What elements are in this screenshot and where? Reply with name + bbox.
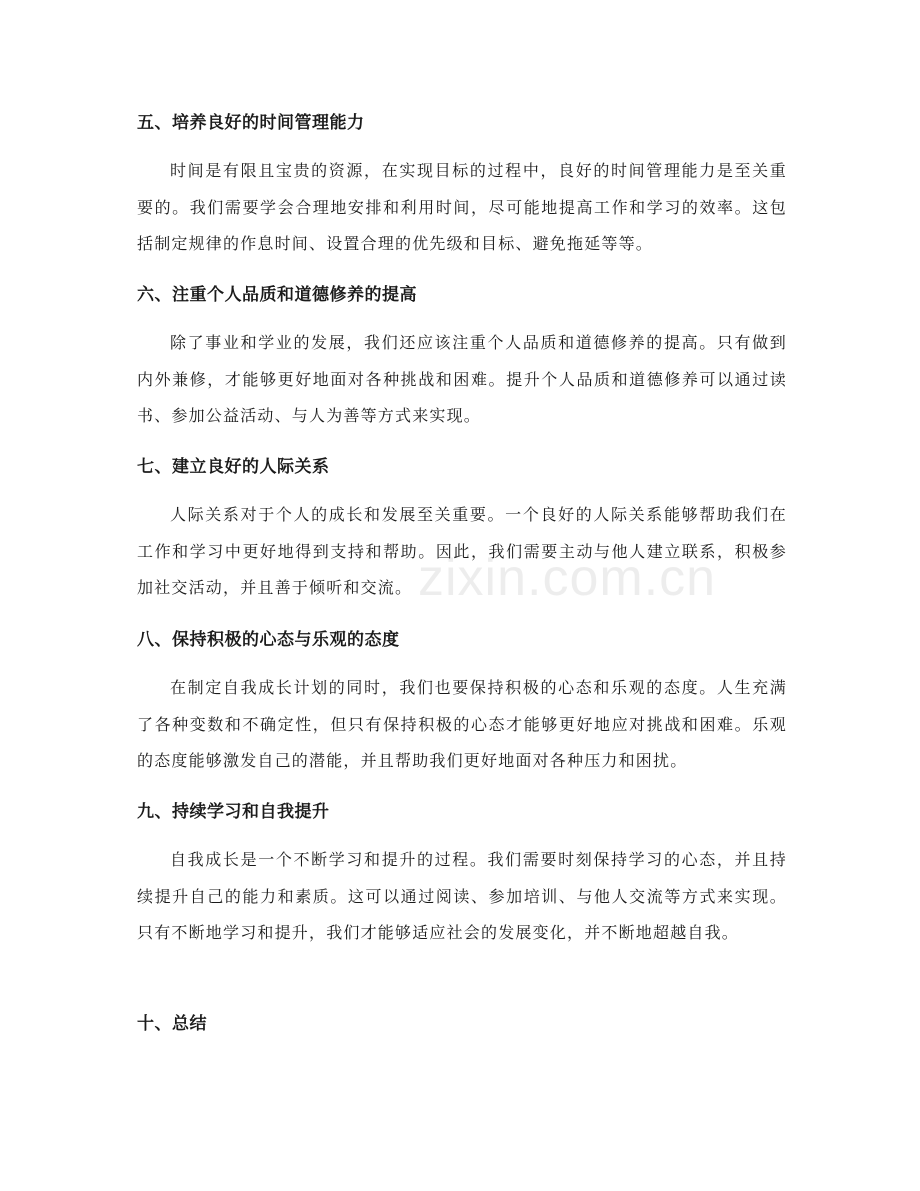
section-paragraph: 在制定自我成长计划的同时，我们也要保持积极的心态和乐观的态度。人生充满了各种变数和不确定性，但只有保持积极的心态才能够更好地应对挑战和困难。乐观的态度能够激发自己的潜能，并且帮助我们更好地面对各种压力和困扰。 [137, 678, 787, 770]
section-8 [137, 628, 787, 780]
section-5 [137, 111, 787, 263]
section-6 [137, 283, 787, 435]
section-heading: 八、保持积极的心态与乐观的态度 [137, 630, 400, 650]
section-paragraph: 人际关系对于个人的成长和发展至关重要。一个良好的人际关系能够帮助我们在工作和学习中更好地得到支持和帮助。因此，我们需要主动与他人建立联系，积极参加社交活动，并且善于倾听和交流。 [137, 505, 787, 597]
section-heading: 十、总结 [137, 1014, 207, 1034]
watermark: zixin.com.cn [418, 549, 717, 607]
section-paragraph: 自我成长是一个不断学习和提升的过程。我们需要时刻保持学习的心态，并且持续提升自己的能力和素质。这可以通过阅读、参加培训、与他人交流等方式来实现。只有不断地学习和提升，我们才能够适应社会的发展变化，并不断地超越自我。 [137, 850, 787, 942]
section-heading: 六、注重个人品质和道德修养的提高 [137, 285, 417, 305]
section-heading: 七、建立良好的人际关系 [137, 457, 330, 477]
section-9 [137, 800, 787, 952]
section-paragraph: 时间是有限且宝贵的资源，在实现目标的过程中，良好的时间管理能力是至关重要的。我们需要学会合理地安排和利用时间，尽可能地提高工作和学习的效率。这包括制定规律的作息时间、设置合理的优先级和目标、避免拖延等等。 [137, 161, 787, 253]
section-heading: 五、培养良好的时间管理能力 [137, 113, 365, 133]
section-7 [137, 455, 787, 607]
section-paragraph: 除了事业和学业的发展，我们还应该注重个人品质和道德修养的提高。只有做到内外兼修，才能够更好地面对各种挑战和困难。提升个人品质和道德修养可以通过读书、参加公益活动、与人为善等方式来实现。 [137, 333, 787, 425]
section-10 [137, 1012, 787, 1036]
section-heading: 九、持续学习和自我提升 [137, 802, 330, 822]
